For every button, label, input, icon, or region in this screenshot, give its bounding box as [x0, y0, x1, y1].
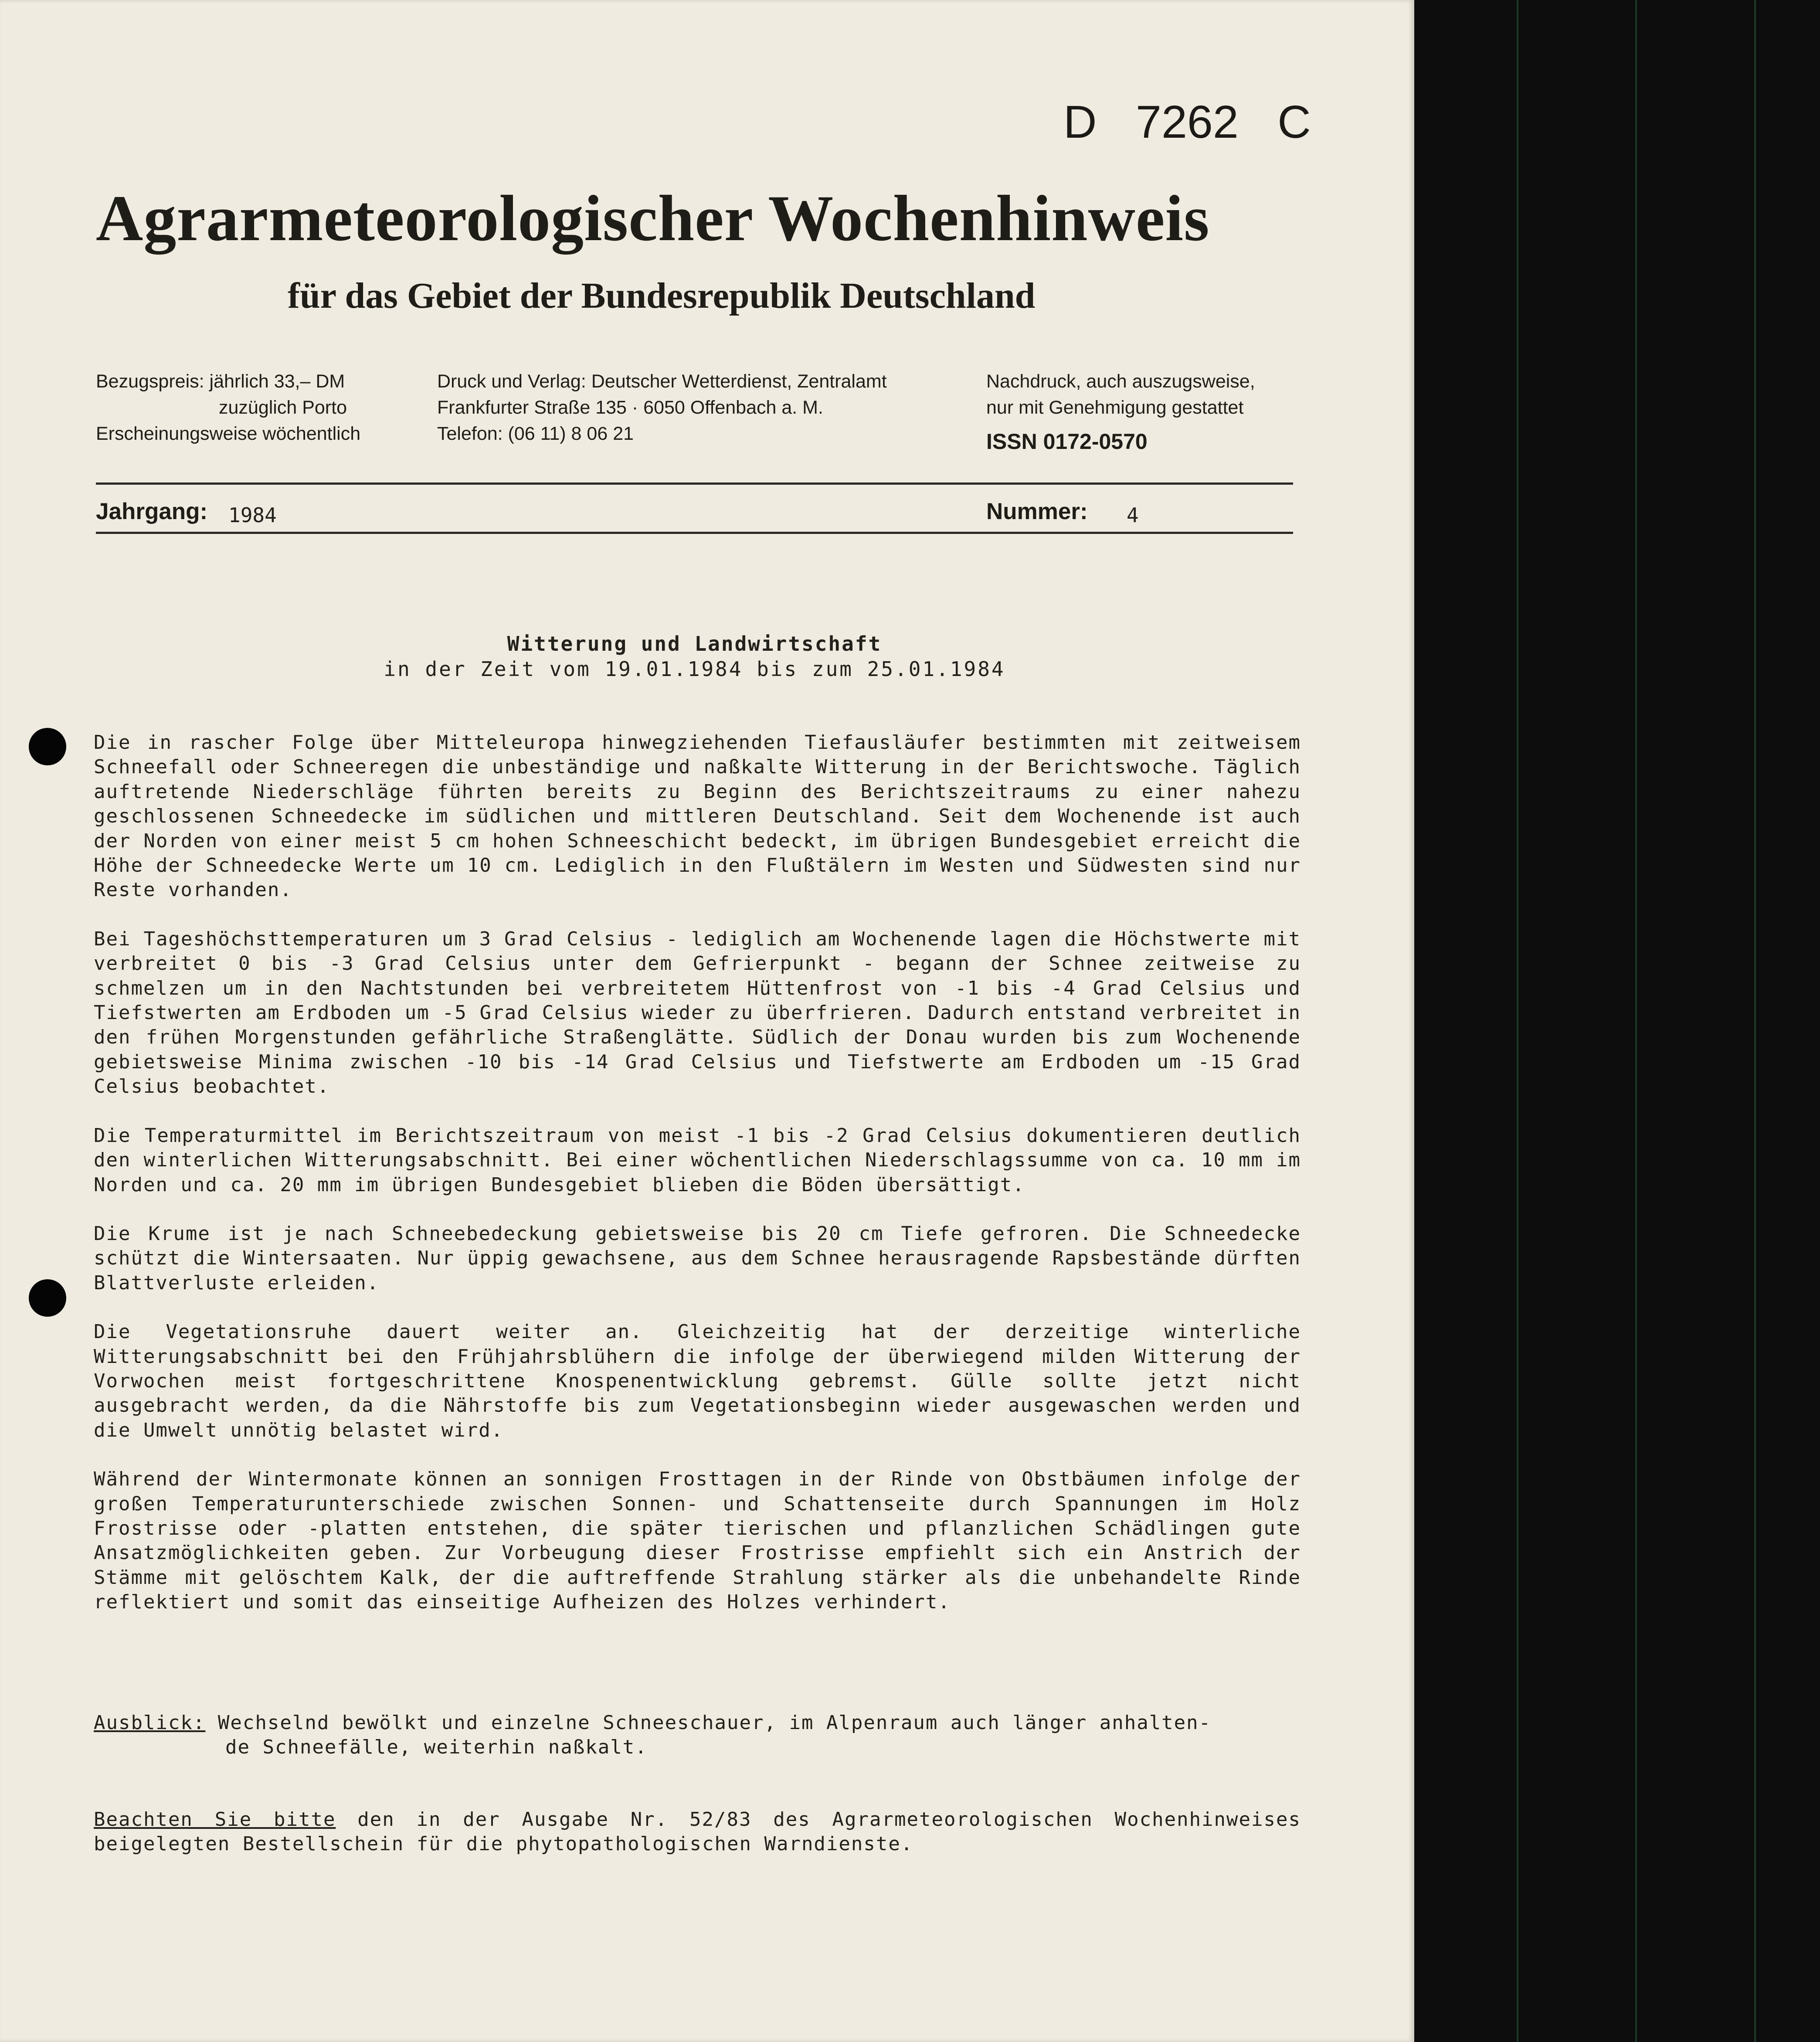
scan-edge-line — [1517, 0, 1518, 2042]
reprint-line: Nachdruck, auch auszugsweise, — [986, 371, 1255, 392]
scan-edge-line — [1754, 0, 1756, 2042]
outlook — [94, 1711, 1301, 1760]
paragraph: Bei Tageshöchsttemperaturen um 3 Grad Celsius - lediglich am Wochenende lagen die Höchstwerte mit verbreitet 0 bis -3 Grad Celsius unter dem Gefrierpunkt - begann der Schnee zeitweise zu schmelzen um in den Nachtstunden bei verbreitetem Hüttenfrost von -1 bis -4 Grad Celsius und Tiefstwerten am Erdboden um -5 Grad Celsius wieder zu überfrieren. Dadurch entstand verbreitet in den frühen Morgenstunden gefährliche Straßenglätte. Südlich der Donau wurden bis zum Wochenende gebietsweise Minima zwischen -10 bis -14 Grad Celsius und Tiefstwerte am Erdboden um -15 Grad Celsius beobachtet. — [94, 928, 1301, 1098]
divider — [96, 482, 1293, 485]
paragraph: Die Vegetationsruhe dauert weiter an. Gleichzeitig hat der derzeitige winterliche Witterungsabschnitt bei den Frühjahrsblühern die infolge der überwiegend milden Witterung der Vorwochen meist fortgeschrittene Knospenentwicklung gebremst. Gülle sollte jetzt nicht ausgebracht werden, da die Nährstoffe bis zum Vegetationsbeginn wieder ausgewaschen werden und die Umwelt unnötig belastet wird. — [94, 1321, 1301, 1441]
year-value: 1984 — [228, 503, 277, 527]
paragraph: Die Krume ist je nach Schneebedeckung gebietsweise bis 20 cm Tiefe gefroren. Die Schneedecke schützt die Wintersaaten. Nur üppig gewachsene, aus dem Schnee herausragende Rapsbestände dürften Blattverluste erleiden. — [94, 1222, 1301, 1294]
paragraph: Die Temperaturmittel im Berichtszeitraum von meist -1 bis -2 Grad Celsius dokumentieren deutlich den winterlichen Witterungsabschnitt. Bei einer wöchentlichen Niederschlagssumme von ca. 10 mm im Norden und ca. 20 mm im übrigen Bundesgebiet blieben die Böden übersättigt. — [94, 1124, 1301, 1196]
issue-number-value: 4 — [1127, 503, 1139, 527]
paragraph: Während der Wintermonate können an sonnigen Frosttagen in der Rinde von Obstbäumen infolge der großen Temperaturunterschiede zwischen Sonnen- und Schattenseite durch Spannungen im Holz Frostrisse oder -platten entstehen, die später tierischen und pflanzlichen Schädlingen gute Ansatzmöglichkeiten geben. Zur Vorbeugung dieser Frostrisse empfiehlt sich ein Anstrich der Stämme mit gelöschtem Kalk, der die auftreffende Strahlung stärker als die unbehandelte Rinde reflektiert und somit das einseitige Aufheizen des Holzes verhindert. — [94, 1468, 1301, 1614]
price-line: Bezugspreis: jährlich 33,– DM — [96, 371, 345, 392]
outlook-text-continued: de Schneefälle, weiterhin naßkalt. — [225, 1736, 648, 1758]
postage-line: zuzüglich Porto — [219, 397, 347, 418]
issue-number-label: Nummer: — [986, 499, 1088, 524]
punch-hole — [29, 728, 66, 765]
subscription-info — [96, 368, 401, 447]
section-title: Witterung und Landwirtschaft — [507, 632, 882, 656]
section-period: in der Zeit vom 19.01.1984 bis zum 25.01.1984 — [384, 657, 1005, 681]
publisher-line: Druck und Verlag: Deutscher Wetterdienst, Zentralamt — [437, 371, 887, 392]
issn-number: ISSN 0172-0570 — [986, 429, 1148, 454]
paragraph: Die in rascher Folge über Mitteleuropa hinwegziehenden Tiefausläufer bestimmten mit zeitweisem Schneefall oder Schneeregen die unbeständige und naßkalte Witterung in der Berichtswoche. Täglich auftretende Niederschläge führten bereits zu Beginn des Berichtszeitraums zu einer nahezu geschlossenen Schneedecke im südlichen und mittleren Deutschland. Seit dem Wochenende ist auch der Norden von einer meist 5 cm hohen Schneeschicht bedeckt, im übrigen Bundesgebiet erreicht die Höhe der Schneedecke Werte um 10 cm. Lediglich in den Flußtälern im Westen und Südwesten sind nur Reste vorhanden. — [94, 731, 1301, 901]
phone-line: Telefon: (06 11) 8 06 21 — [437, 423, 634, 444]
scan-edge-line — [1635, 0, 1637, 2042]
punch-hole — [29, 1279, 66, 1317]
outlook-label: Ausblick: — [94, 1712, 206, 1734]
document-code: D 7262 C — [1063, 96, 1311, 148]
publisher-info — [437, 368, 960, 447]
note-text: den in der Ausgabe Nr. 52/83 des Agrarmeteorologischen Wochenhinweises beigelegten Bestellschein für die phytopathologischen Warndienste. — [94, 1808, 1301, 1855]
report-body — [94, 730, 1301, 1639]
frequency-line: Erscheinungsweise wöchentlich — [96, 423, 361, 444]
section-heading — [96, 631, 1293, 682]
address-line: Frankfurter Straße 135 · 6050 Offenbach a. M. — [437, 397, 823, 418]
page-subtitle: für das Gebiet der Bundesrepublik Deutschland — [288, 275, 1036, 316]
page-title: Agrarmeteorologischer Wochenhinweis — [96, 182, 1210, 255]
outlook-text: Wechselnd bewölkt und einzelne Schneeschauer, im Alpenraum auch länger anhalten- — [217, 1712, 1212, 1734]
divider — [96, 532, 1293, 534]
reprint-info — [986, 368, 1309, 455]
permission-line: nur mit Genehmigung gestattet — [986, 397, 1244, 418]
year-label: Jahrgang: — [96, 499, 208, 524]
order-note — [94, 1808, 1301, 1856]
note-label: Beachten Sie bitte — [94, 1808, 336, 1831]
